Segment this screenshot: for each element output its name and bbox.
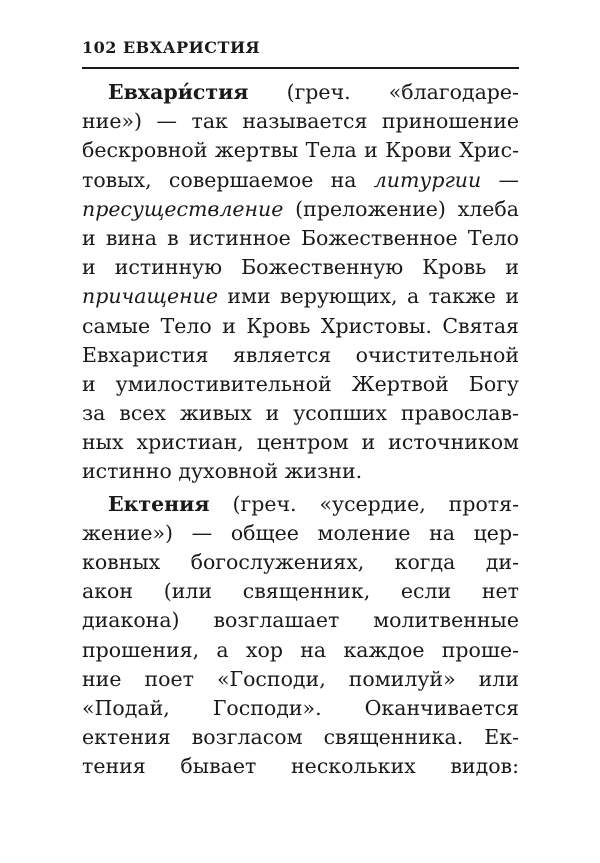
entry-line: ние поет «Господи, помилуй» или [82, 666, 519, 691]
running-head [82, 38, 260, 57]
entry-line: самые Тело и Кровь Христовы. Святая [82, 313, 519, 338]
entry-line: за всех живых и усопших православ- [82, 401, 519, 426]
entry-line: ных христиан, центром и источником [82, 430, 519, 455]
entry-evkharistiya [82, 78, 519, 487]
cross-reference: пресуществление [82, 196, 284, 221]
entry-line: пресуществление (преложение) хлеба [82, 196, 519, 221]
entry-line: Евхаристия является очистительной [82, 342, 519, 367]
entry-line: товых, совершаемое на литургии — [82, 167, 519, 192]
entry-term: Евхари́стия [108, 80, 249, 104]
page-number: 102 [82, 38, 117, 57]
entry-line: бескровной жертвы Тела и Крови Хрис- [82, 138, 519, 163]
entry-line: истинно духовной жизни. [82, 459, 363, 484]
entry-ekteniya [82, 490, 519, 782]
entry-term: Ектения [108, 491, 210, 516]
entry-line: и вина в истинное Божественное Тело [82, 225, 519, 250]
cross-reference: причащение [82, 284, 218, 309]
entry-line: Евхари́стия (греч. «благодаре- [108, 80, 519, 104]
entry-line: «Подай, Господи». Оканчивается [82, 695, 519, 720]
dictionary-body [82, 78, 519, 782]
entry-line: ние») — так называется приношение [82, 109, 519, 134]
entry-line: причащение ими верующих, а также и [82, 284, 519, 309]
cross-reference: литургии [373, 167, 482, 192]
entry-line: акон (или священник, если нет [82, 579, 519, 604]
entry-line: диакона) возглашает молитвенные [82, 608, 519, 633]
entry-line: прошения, а хор на каждое проше- [82, 637, 519, 662]
entry-line: и умилостивительной Жертвой Богу [82, 371, 519, 396]
header-rule [82, 67, 519, 69]
entry-line: ектения возгласом священника. Ек- [82, 725, 519, 750]
entry-line: жение») — общее моление на цер- [82, 520, 519, 545]
running-head-title: ЕВХАРИСТИЯ [122, 38, 261, 57]
entry-line: и истинную Божественную Кровь и [82, 255, 519, 280]
entry-line: Ектения (греч. «усердие, протя- [108, 491, 519, 516]
entry-line: ковных богослужениях, когда ди- [82, 550, 519, 574]
entry-line: тения бывает нескольких видов: [82, 754, 519, 779]
